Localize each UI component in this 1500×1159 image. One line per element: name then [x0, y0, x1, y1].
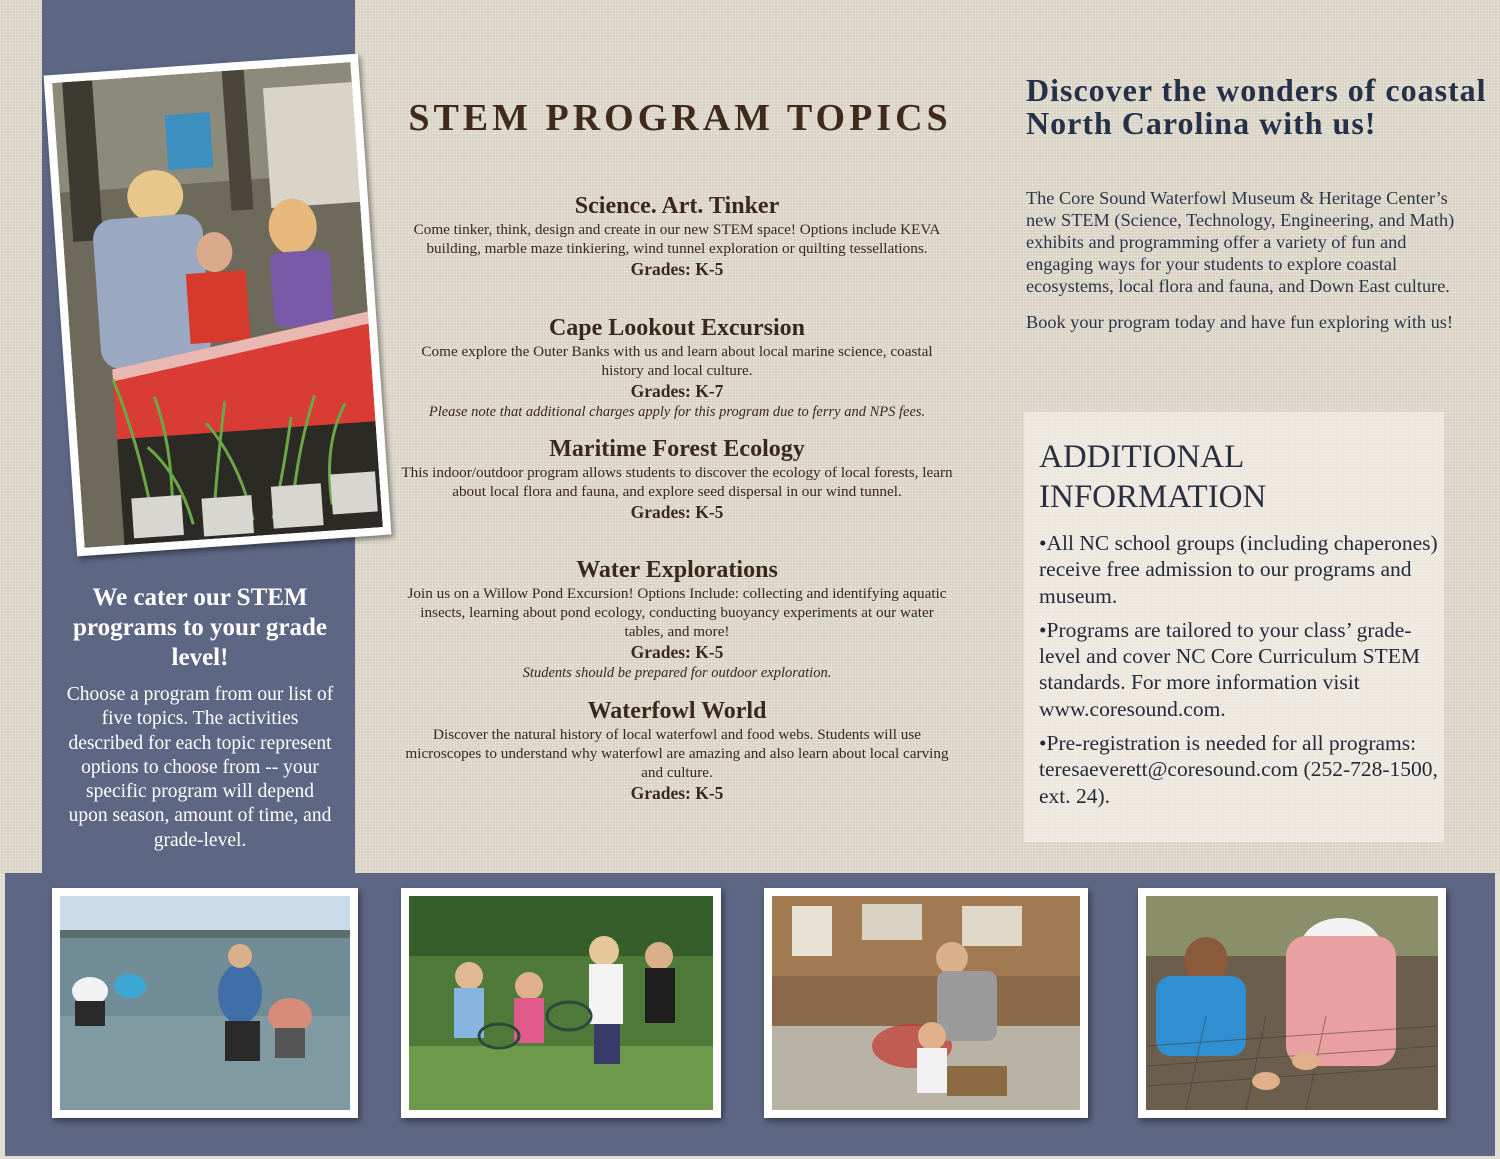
topic-description: Come explore the Outer Banks with us and learn about local marine science, coastal history and local culture. — [421, 343, 933, 379]
topic-title: Maritime Forest Ecology — [549, 436, 805, 462]
photo-children-planting — [44, 54, 392, 557]
additional-info-list — [1039, 530, 1439, 817]
discover-heading: Discover the wonders of coastal North Carolina with us! — [1026, 72, 1487, 141]
topic-grades: Grades: K-5 — [630, 783, 724, 803]
pond-scene-image — [409, 896, 713, 1110]
topic-maritime-forest-ecology — [400, 435, 954, 523]
topic-water-explorations — [400, 556, 954, 683]
topic-grades: Grades: K-5 — [630, 642, 724, 662]
seine-net-scene-image — [1146, 896, 1438, 1110]
info-bullet-curriculum: •Programs are tailored to your class’ grade-level and cover NC Core Curriculum STEM standards. For more information visit www.coresound.com. — [1039, 617, 1420, 721]
photo-seine-net — [1138, 888, 1446, 1118]
topic-note: Please note that additional charges apply for this program due to ferry and NPS fees. — [428, 404, 926, 420]
additional-info-box — [1024, 412, 1444, 842]
discover-paragraph-1: The Core Sound Waterfowl Museum & Heritage Center’s new STEM (Science, Technology, Engineering, and Math) exhibits and programming offer a variety of fun and engaging ways for your students to explore coastal ecosystems, local flora and fauna, and Down East culture. — [1026, 188, 1455, 296]
topic-title: Waterfowl World — [587, 698, 767, 724]
additional-info-title: ADDITIONAL INFORMATION — [1039, 439, 1267, 515]
museum-scene-image — [772, 896, 1080, 1110]
topic-cape-lookout-excursion — [400, 314, 954, 422]
photo-shallow-water — [52, 888, 358, 1118]
info-bullet-admission: •All NC school groups (including chaperones) receive free admission to our programs and museum. — [1039, 531, 1438, 608]
planting-scene-image — [52, 62, 383, 548]
sidebar-body: Choose a program from our list of five topics. The activities described for each topic represent options to choose from -- your specific program will depend upon season, amount of time, and grade-level. — [66, 684, 334, 851]
photo-museum-carving — [764, 888, 1088, 1118]
topic-title: Water Explorations — [576, 557, 778, 583]
shallow-water-scene-image — [60, 896, 350, 1110]
discover-paragraph-2: Book your program today and have fun exploring with us! — [1026, 312, 1453, 332]
topic-waterfowl-world — [400, 697, 954, 804]
topic-title: Cape Lookout Excursion — [548, 315, 806, 341]
discover-body — [1026, 187, 1476, 347]
topic-description: Join us on a Willow Pond Excursion! Options Include: collecting and identifying aquatic insects, learning about pond ecology, conducting buoyancy experiments at our water tables, and more! — [407, 585, 947, 640]
topic-note: Students should be prepared for outdoor exploration. — [522, 665, 832, 681]
topic-description: Discover the natural history of local waterfowl and food webs. Students will use microscopes to understand why waterfowl are amazing and also learn about local carving and culture. — [405, 726, 949, 781]
topic-title: Science. Art. Tinker — [574, 193, 780, 219]
photo-pond-dipnets — [401, 888, 721, 1118]
topic-grades: Grades: K-5 — [630, 502, 724, 522]
topic-grades: Grades: K-7 — [630, 381, 724, 401]
topic-description: This indoor/outdoor program allows students to discover the ecology of local forests, learn about local flora and fauna, and explore seed dispersal in our wind tunnel. — [401, 464, 953, 500]
topic-science-art-tinker — [400, 192, 954, 280]
sidebar-heading: We cater our STEM programs to your grade level! — [73, 584, 327, 671]
info-bullet-registration: •Pre-registration is needed for all programs: teresaeverett@coresound.com (252-728-1500, ext. 24). — [1039, 731, 1438, 808]
topic-description: Come tinker, think, design and create in our new STEM space! Options include KEVA building, marble maze tinkiering, wind tunnel exploration or quilting tessellations. — [413, 221, 941, 257]
stem-program-topics-title: STEM PROGRAM TOPICS — [408, 97, 952, 139]
topic-grades: Grades: K-5 — [630, 259, 724, 279]
